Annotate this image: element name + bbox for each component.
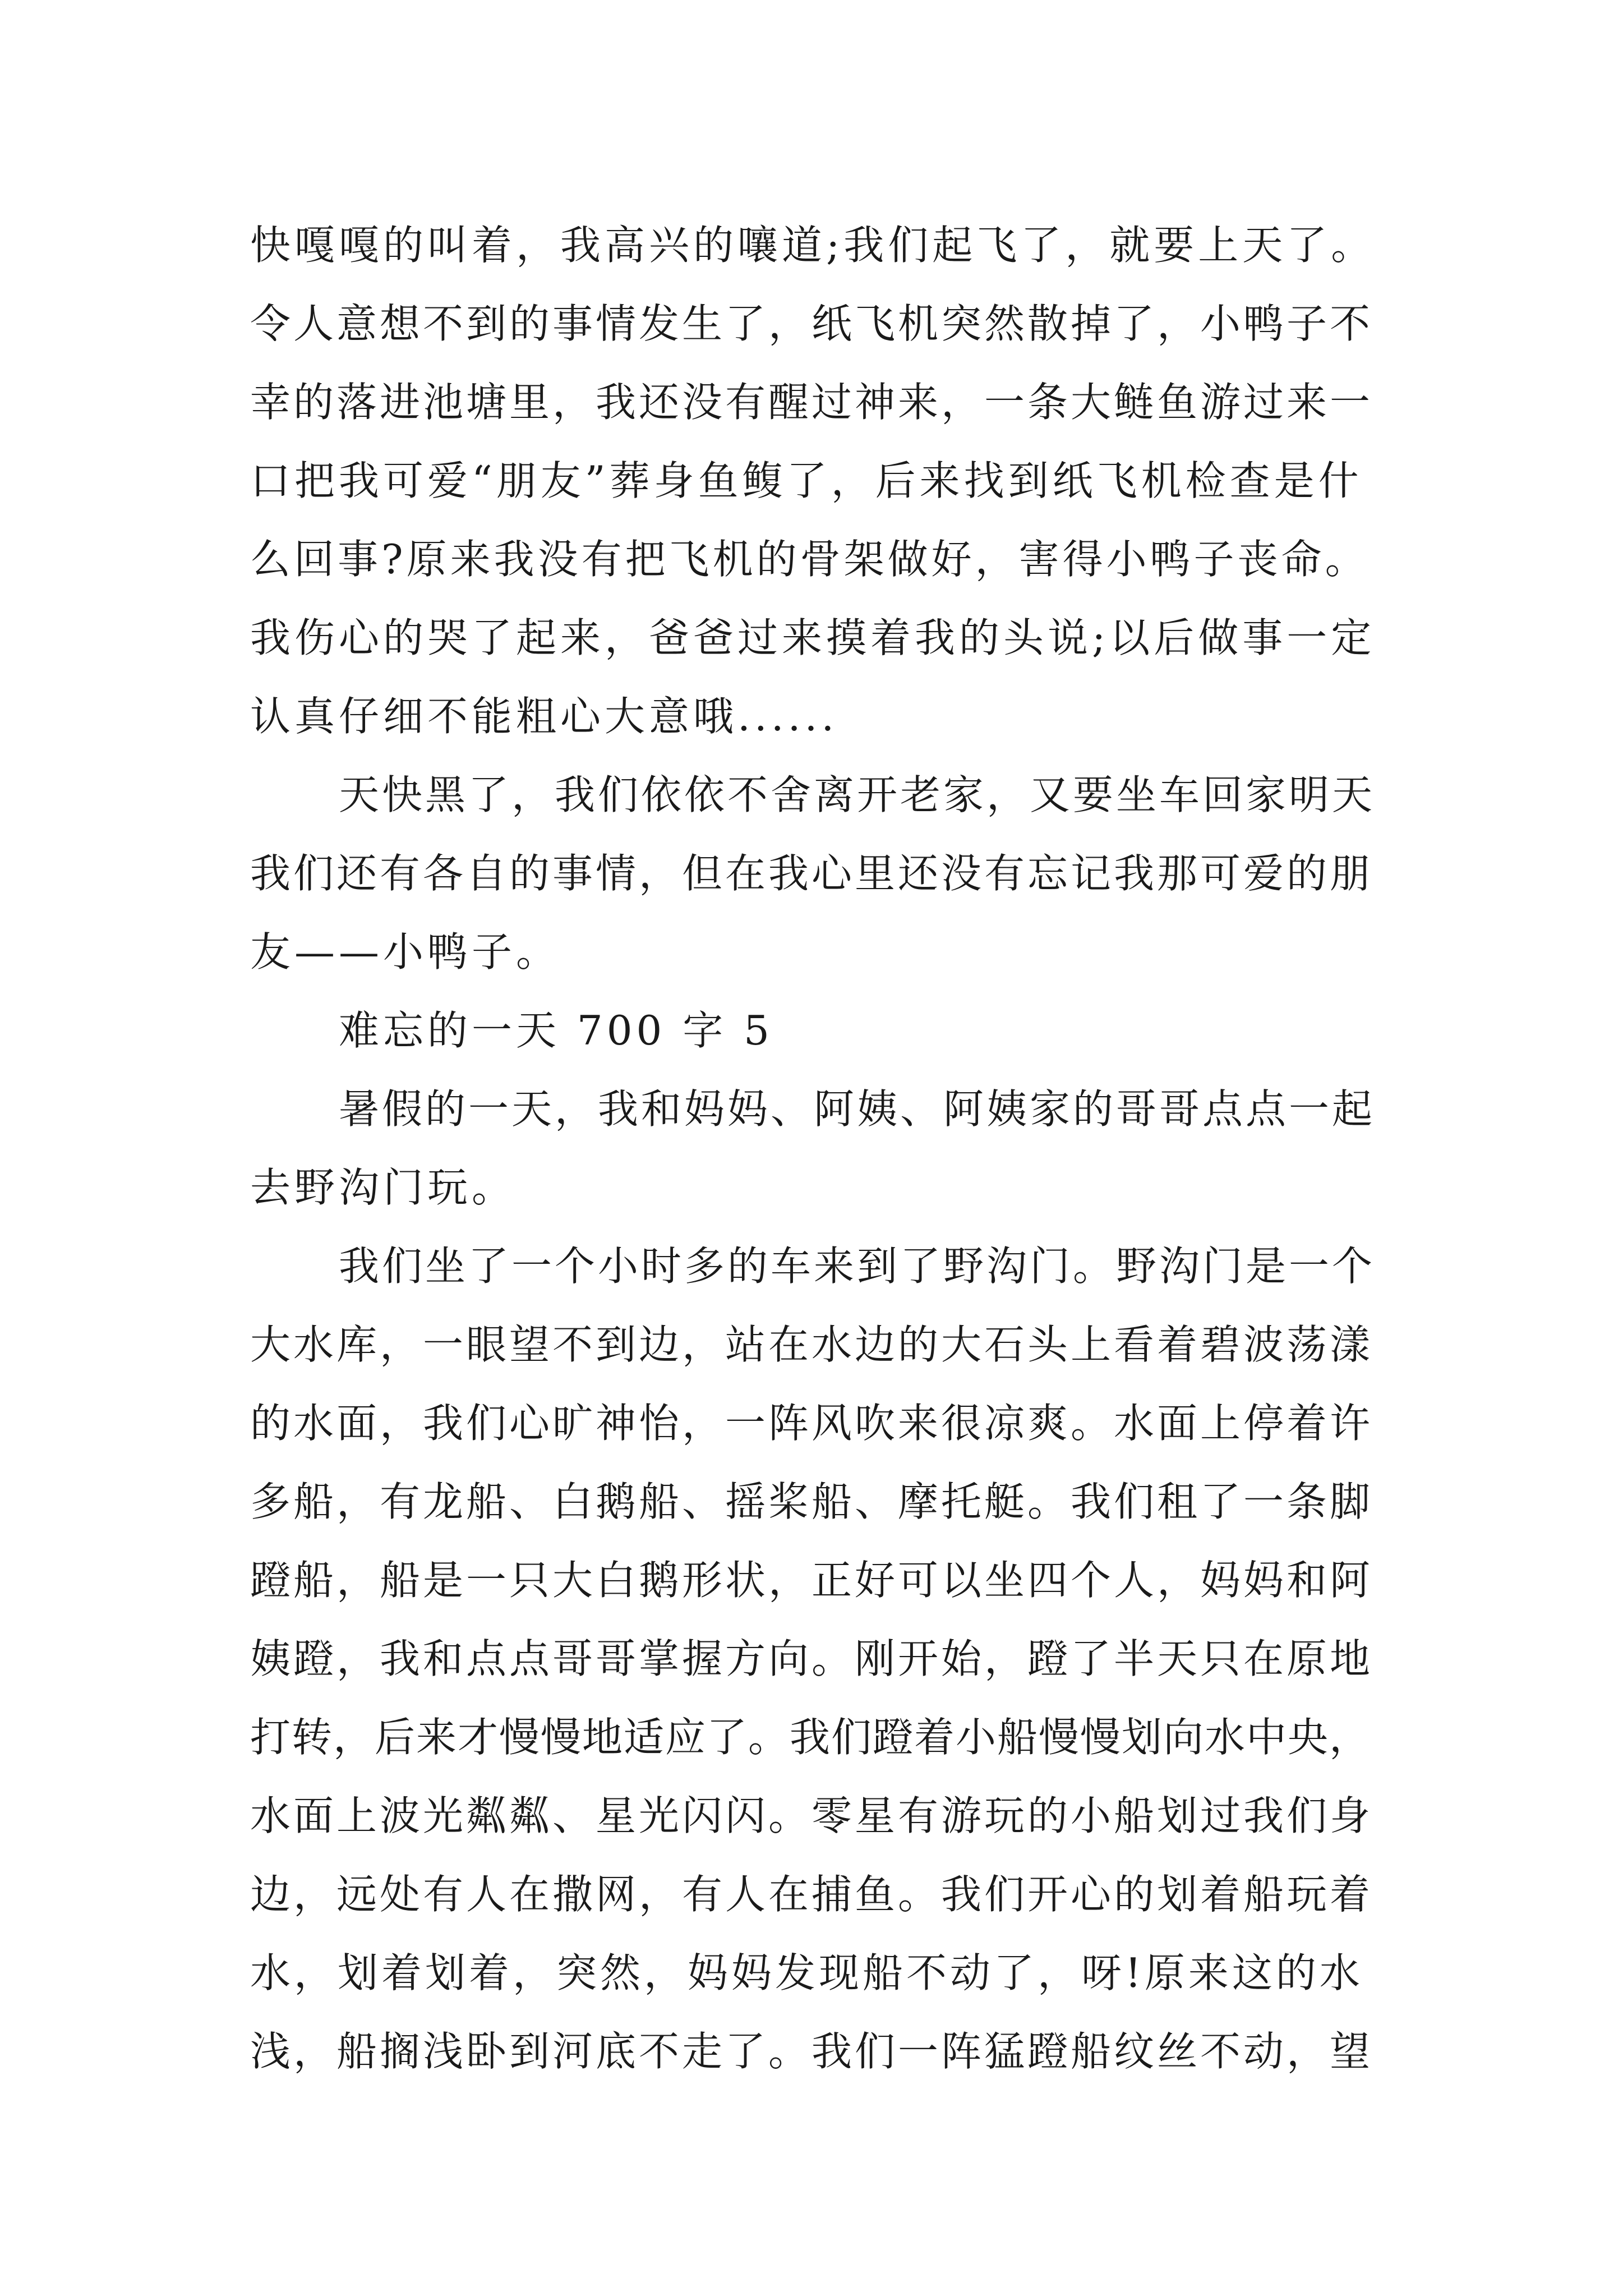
text-line: 姨蹬，我和点点哥哥掌握方向。刚开始，蹬了半天只在原地 bbox=[250, 1635, 1373, 1682]
text-line: 快嘎嘎的叫着，我高兴的嚷道;我们起飞了，就要上天了。 bbox=[250, 222, 1376, 269]
text-line: 打转，后来才慢慢地适应了。我们蹬着小船慢慢划向水中央， bbox=[250, 1714, 1371, 1761]
text-line: 我伤心的哭了起来，爸爸过来摸着我的头说;以后做事一定 bbox=[250, 614, 1376, 661]
text-line: 大水库，一眼望不到边，站在水边的大石头上看着碧波荡漾 bbox=[250, 1321, 1373, 1368]
text-line: 我们还有各自的事情，但在我心里还没有忘记我那可爱的朋 bbox=[250, 850, 1373, 897]
text-line: 口把我可爱“朋友”葬身鱼鳆了，后来找到纸飞机检查是什 bbox=[250, 457, 1363, 504]
text-line: 令人意想不到的事情发生了，纸飞机突然散掉了，小鸭子不 bbox=[250, 300, 1373, 347]
text-line: 认真仔细不能粗心大意哦...... bbox=[250, 693, 838, 740]
text-line: 的水面，我们心旷神怡，一阵风吹来很凉爽。水面上停着许 bbox=[250, 1400, 1373, 1447]
text-line: 幸的落进池塘里，我还没有醒过神来，一条大鲢鱼游过来一 bbox=[250, 379, 1373, 426]
text-line: 去野沟门玩。 bbox=[250, 1164, 517, 1211]
text-line: 水，划着划着，突然，妈妈发现船不动了，呀!原来这的水 bbox=[250, 1949, 1363, 1996]
paragraph-start-line: 我们坐了一个小时多的车来到了野沟门。野沟门是一个 bbox=[339, 1243, 1376, 1290]
paragraph-start-line: 天快黑了，我们依依不舍离开老家，又要坐车回家明天 bbox=[339, 771, 1376, 818]
section-heading: 难忘的一天 700 字 5 bbox=[339, 1007, 773, 1054]
text-line: 水面上波光粼粼、星光闪闪。零星有游玩的小船划过我们身 bbox=[250, 1792, 1373, 1839]
text-line: 友——小鸭子。 bbox=[250, 928, 561, 976]
paragraph-start-line: 暑假的一天，我和妈妈、阿姨、阿姨家的哥哥点点一起 bbox=[339, 1085, 1376, 1133]
text-line: 边，远处有人在撒网，有人在捕鱼。我们开心的划着船玩着 bbox=[250, 1871, 1373, 1918]
text-line: 多船，有龙船、白鹅船、摇桨船、摩托艇。我们租了一条脚 bbox=[250, 1478, 1373, 1525]
text-line: 么回事?原来我没有把飞机的骨架做好，害得小鸭子丧命。 bbox=[250, 536, 1369, 583]
text-line: 蹬船，船是一只大白鹅形状，正好可以坐四个人，妈妈和阿 bbox=[250, 1557, 1373, 1604]
text-line: 浅，船搁浅卧到河底不走了。我们一阵猛蹬船纹丝不动，望 bbox=[250, 2028, 1373, 2075]
